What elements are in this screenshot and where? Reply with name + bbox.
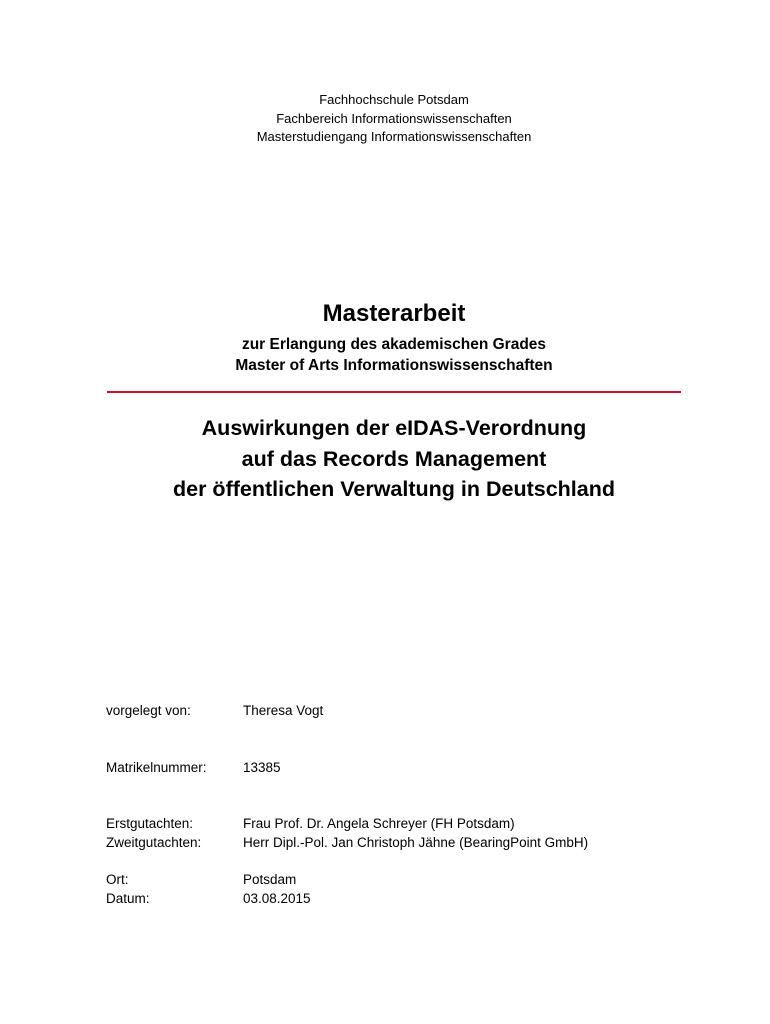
first-reviewer-label: Erstgutachten: bbox=[106, 816, 194, 831]
thesis-title bbox=[0, 413, 770, 505]
degree-line-1: zur Erlangung des akademischen Grades bbox=[241, 336, 547, 353]
first-reviewer-row bbox=[106, 814, 588, 833]
matriculation-row bbox=[106, 758, 281, 777]
date-row bbox=[106, 889, 311, 908]
matriculation-value: 13385 bbox=[243, 760, 281, 775]
degree-statement bbox=[0, 334, 770, 376]
place-value: Potsdam bbox=[243, 872, 297, 887]
second-reviewer-row bbox=[106, 833, 588, 852]
thesis-title-line-3: der öffentlichen Verwaltung in Deutschland bbox=[173, 477, 615, 501]
author-block bbox=[106, 701, 323, 720]
matriculation-block bbox=[106, 758, 281, 777]
university-name: Fachhochschule Potsdam bbox=[319, 92, 469, 107]
thesis-title-line-1: Auswirkungen der eIDAS-Verordnung bbox=[201, 416, 587, 440]
second-reviewer-value: Herr Dipl.-Pol. Jan Christoph Jähne (BearingPoint GmbH) bbox=[243, 835, 589, 850]
date-value: 03.08.2015 bbox=[243, 891, 311, 906]
red-divider bbox=[107, 391, 681, 393]
first-reviewer-value: Frau Prof. Dr. Angela Schreyer (FH Potsdam) bbox=[243, 816, 515, 831]
place-label: Ort: bbox=[106, 872, 129, 887]
department-name: Fachbereich Informationswissenschaften bbox=[276, 110, 512, 126]
institution-header bbox=[0, 91, 770, 147]
document-type-heading: Masterarbeit bbox=[322, 300, 466, 327]
reviewers-block bbox=[106, 814, 588, 852]
author-row bbox=[106, 701, 323, 720]
thesis-title-line-2: auf das Records Management bbox=[241, 446, 547, 471]
program-name: Masterstudiengang Informationswissenschaften bbox=[256, 129, 532, 144]
date-label: Datum: bbox=[106, 891, 150, 906]
place-row bbox=[106, 870, 311, 889]
matriculation-label: Matrikelnummer: bbox=[106, 760, 207, 775]
author-value: Theresa Vogt bbox=[243, 703, 324, 718]
place-date-block bbox=[106, 870, 311, 908]
second-reviewer-label: Zweitgutachten: bbox=[106, 835, 202, 850]
degree-line-2: Master of Arts Informationswissenschaften bbox=[235, 357, 553, 374]
author-label: vorgelegt von: bbox=[106, 703, 191, 718]
